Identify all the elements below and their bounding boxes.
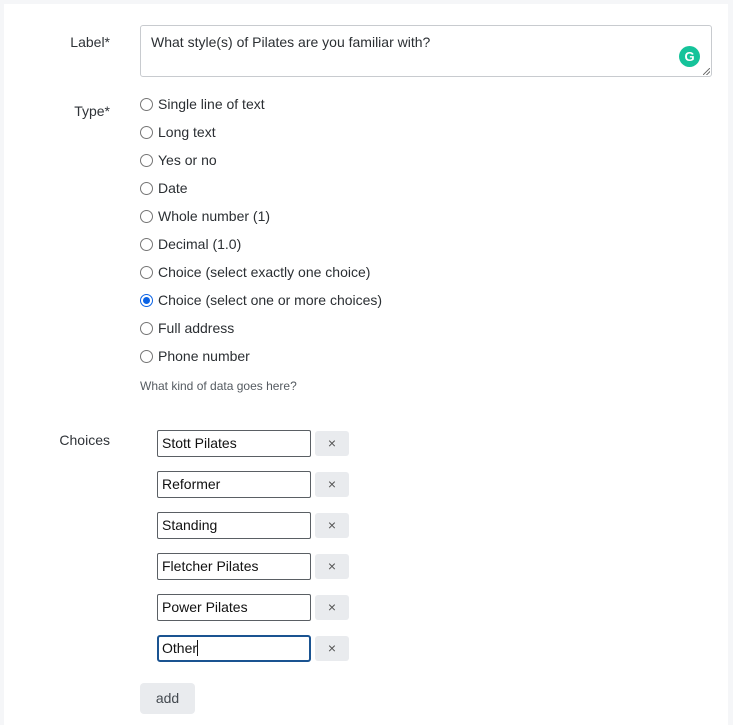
radio-icon[interactable] (140, 154, 153, 167)
choice-input[interactable]: Standing (157, 512, 311, 539)
label-textarea[interactable] (140, 25, 712, 77)
grammarly-icon[interactable]: G (679, 46, 700, 67)
radio-icon[interactable] (140, 350, 153, 363)
type-option-phone-number[interactable] (140, 342, 250, 370)
radio-icon[interactable] (140, 126, 153, 139)
type-help-text: What kind of data goes here? (140, 379, 297, 393)
label-field-label: Label* (70, 34, 110, 50)
remove-choice-button[interactable]: × (315, 636, 349, 661)
radio-icon[interactable] (140, 210, 153, 223)
choice-input[interactable]: Power Pilates (157, 594, 311, 621)
choice-input[interactable]: Reformer (157, 471, 311, 498)
option-label: Choice (select exactly one choice) (158, 264, 371, 280)
label-textarea-value: What style(s) of Pilates are you familiar with? (151, 34, 431, 50)
type-option-single-line[interactable] (140, 90, 265, 118)
option-label: Date (158, 180, 188, 196)
radio-icon[interactable] (140, 322, 153, 335)
choice-input[interactable]: Stott Pilates (157, 430, 311, 457)
form-panel (4, 4, 728, 725)
remove-choice-button[interactable]: × (315, 431, 349, 456)
remove-choice-button[interactable]: × (315, 472, 349, 497)
type-field-label: Type* (74, 103, 110, 119)
radio-checked-icon[interactable] (140, 294, 153, 307)
type-option-whole-number[interactable] (140, 202, 270, 230)
type-option-choice-single[interactable] (140, 258, 370, 286)
option-label: Yes or no (158, 152, 217, 168)
remove-choice-button[interactable]: × (315, 595, 349, 620)
type-option-long-text[interactable] (140, 118, 216, 146)
add-choice-button[interactable]: add (140, 683, 195, 714)
radio-icon[interactable] (140, 238, 153, 251)
choice-input-value: Other (162, 640, 198, 656)
radio-icon[interactable] (140, 266, 153, 279)
radio-icon[interactable] (140, 182, 153, 195)
type-option-yes-no[interactable] (140, 146, 217, 174)
choice-input-focused[interactable] (157, 635, 311, 662)
choices-field-label: Choices (59, 432, 110, 448)
type-option-decimal[interactable] (140, 230, 241, 258)
type-option-choice-multiple[interactable] (140, 286, 382, 314)
choice-input[interactable]: Fletcher Pilates (157, 553, 311, 580)
text-caret (197, 640, 198, 656)
radio-icon[interactable] (140, 98, 153, 111)
remove-choice-button[interactable]: × (315, 554, 349, 579)
option-label: Whole number (1) (158, 208, 271, 224)
resize-grip-icon[interactable] (703, 68, 710, 75)
option-label: Full address (158, 320, 235, 336)
option-label: Phone number (158, 348, 250, 364)
type-option-full-address[interactable] (140, 314, 234, 342)
type-option-date[interactable] (140, 174, 188, 202)
option-label: Choice (select one or more choices) (158, 292, 383, 308)
option-label: Single line of text (158, 96, 265, 112)
remove-choice-button[interactable]: × (315, 513, 349, 538)
option-label: Decimal (1.0) (158, 236, 242, 252)
option-label: Long text (158, 124, 216, 140)
